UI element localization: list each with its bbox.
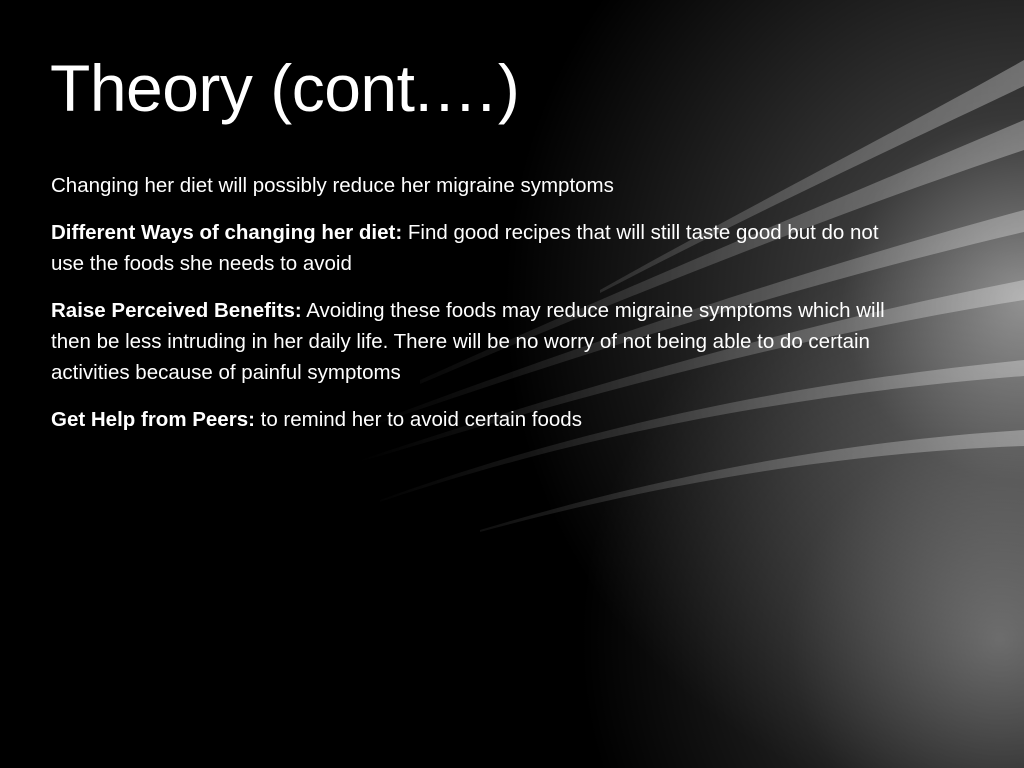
paragraph-lead: Raise Perceived Benefits:: [51, 299, 302, 322]
paragraph-lead: Get Help from Peers:: [51, 408, 255, 431]
paragraph-diet-change: [51, 170, 911, 201]
paragraph-help-from-peers: [51, 404, 911, 435]
paragraph-text: to remind her to avoid certain foods: [254, 408, 582, 431]
slide-title: Theory (cont.…): [50, 51, 520, 125]
paragraph-lead: Different Ways of changing her diet:: [51, 221, 403, 244]
paragraph-different-ways: [51, 217, 911, 279]
paragraph-text: Changing her diet will possibly reduce her migraine symptoms: [51, 174, 614, 197]
paragraph-text: Avoiding these foods may reduce migraine symptoms which will then be less intruding in her daily life. There will be no worry of not being able to do certain activities because of painful symptoms: [51, 299, 885, 384]
slide-body: [51, 170, 911, 451]
paragraph-text: Find good recipes that will still taste good but do not use the foods she needs to avoid: [51, 221, 879, 275]
paragraph-perceived-benefits: [51, 295, 911, 388]
